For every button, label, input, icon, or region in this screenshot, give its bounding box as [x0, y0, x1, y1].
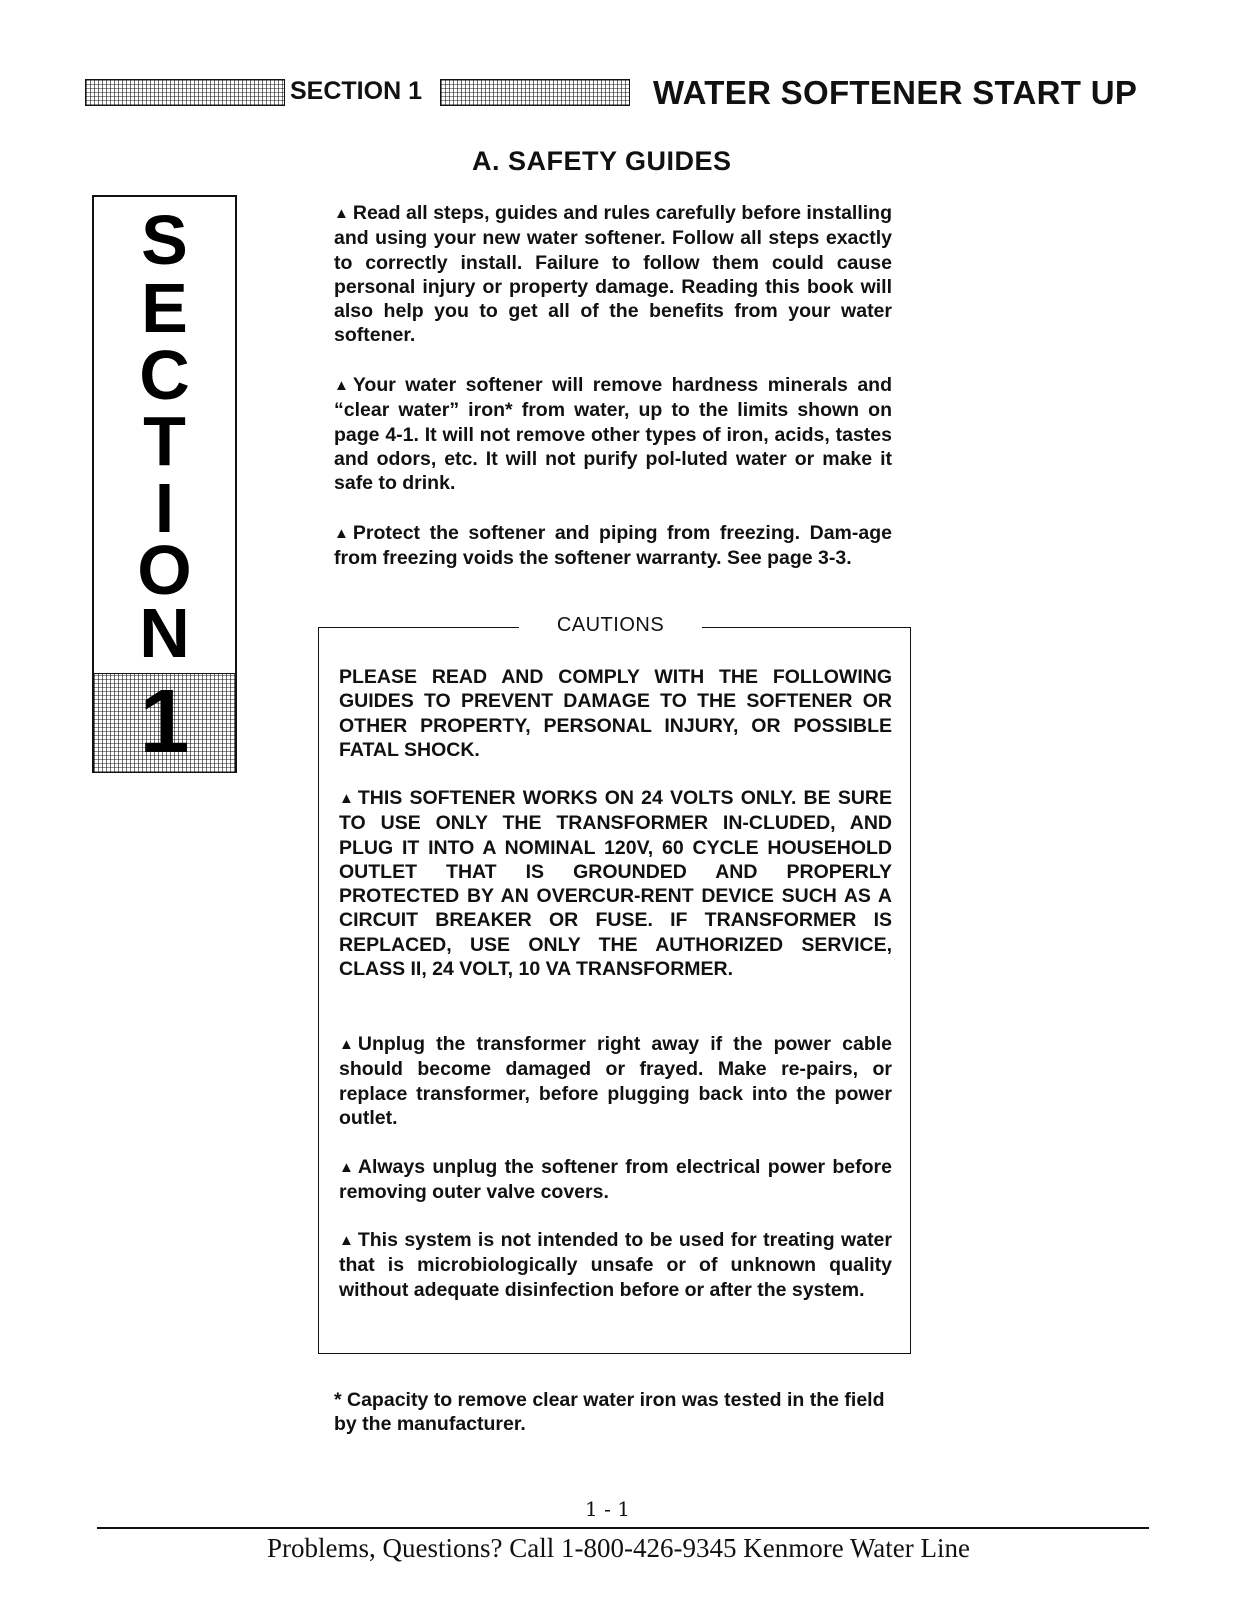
warning-triangle-icon: ▲ — [339, 790, 354, 807]
cautions-title: CAUTIONS — [556, 614, 665, 636]
side-tab-letter: E — [141, 269, 188, 347]
document-title: WATER SOFTENER START UP — [653, 74, 1138, 111]
side-tab-letter: T — [143, 402, 186, 480]
footnote: * Capacity to remove clear water iron was tested in the field by the manufacturer. — [334, 1389, 885, 1436]
side-tab-number: 1 — [139, 672, 190, 772]
section-label: SECTION 1 — [290, 77, 422, 105]
header-hatch-middle — [440, 79, 630, 106]
safety-guide-paragraph: ▲ Read all steps, guides and rules carefully before installing and using your new water softener. Follow all steps exactly to correctly install. Failure to follow them could cause personal injury or property damage. Reading this book will also help you to get all of the benefits from your water softener. — [334, 202, 892, 347]
safety-guide-paragraph: ▲ Protect the softener and piping from freezing. Dam-age from freezing voids the softener warranty. See page 3-3. — [334, 522, 892, 570]
section-side-tab — [92, 195, 237, 773]
side-tab-letter: I — [154, 469, 175, 547]
caution-item: ▲ Unplug the transformer right away if the power cable should become damaged or frayed. Make re-pairs, or replace transformer, before plugging back into the power outlet. — [339, 1033, 892, 1129]
section-heading: A. SAFETY GUIDES — [472, 146, 732, 176]
side-tab-letter: N — [139, 594, 190, 672]
caution-item: ▲ This system is not intended to be used for treating water that is microbiologically unsafe or of unknown quality without adequate disinfection before or after the system. — [339, 1229, 892, 1301]
caution-item: ▲ Always unplug the softener from electrical power before removing outer valve covers. — [339, 1156, 892, 1204]
warning-triangle-icon: ▲ — [334, 525, 349, 542]
safety-guide-paragraph: ▲ Your water softener will remove hardness minerals and “clear water” iron* from water, up to the limits shown on page 4-1. It will not remove other types of iron, acids, tastes and odors, etc. It will not purify pol-luted water or make it safe to drink. — [334, 374, 892, 495]
warning-triangle-icon: ▲ — [334, 205, 349, 222]
warning-triangle-icon: ▲ — [334, 377, 349, 394]
warning-triangle-icon: ▲ — [339, 1232, 354, 1249]
header-hatch-left — [85, 79, 285, 106]
caution-item: ▲ THIS SOFTENER WORKS ON 24 VOLTS ONLY. BE SURE TO USE ONLY THE TRANSFORMER IN-CLUDED, AND PLUG IT INTO A NOMINAL 120V, 60 CYCLE HOUSEHOLD OUTLET THAT IS GROUNDED AND PROPERLY PROTECTED BY AN OVERCUR-RENT DEVICE SUCH AS A CIRCUIT BREAKER OR FUSE. IF TRANSFORMER IS REPLACED, USE ONLY THE AUTHORIZED SERVICE, CLASS II, 24 VOLT, 10 VA TRANSFORMER. — [339, 787, 892, 981]
cautions-intro: PLEASE READ AND COMPLY WITH THE FOLLOWING GUIDES TO PREVENT DAMAGE TO THE SOFTENER OR OTHER PROPERTY, PERSONAL INJURY, OR POSSIBLE FATAL SHOCK. — [339, 666, 892, 761]
helpline-footer: Problems, Questions? Call 1-800-426-9345 Kenmore Water Line — [267, 1533, 970, 1563]
warning-triangle-icon: ▲ — [339, 1036, 354, 1053]
side-tab-letter: C — [139, 336, 190, 414]
side-tab-letter: O — [137, 531, 192, 609]
footer-rule — [97, 1527, 1149, 1529]
side-tab-letter: S — [141, 201, 188, 279]
page-number: 1 - 1 — [585, 1497, 630, 1521]
warning-triangle-icon: ▲ — [339, 1159, 354, 1176]
